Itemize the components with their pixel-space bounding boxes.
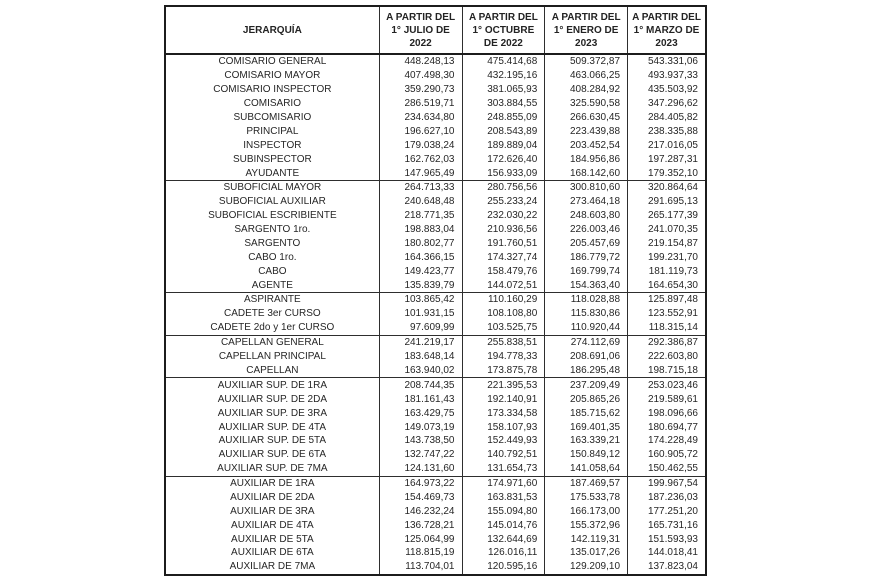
- value-cell: 205.865,26: [545, 392, 628, 406]
- value-cell: 241.070,35: [628, 223, 706, 237]
- value-cell: 303.884,55: [462, 97, 545, 111]
- rank-cell: AYUDANTE: [245, 167, 300, 179]
- header-row: [165, 6, 706, 54]
- value-cell: 475.414,68: [462, 54, 545, 69]
- value-cell: 186.295,48: [545, 364, 628, 378]
- value-cell: 164.654,30: [628, 278, 706, 292]
- rank-cell: SARGENTO 1ro.: [234, 224, 311, 236]
- value-cell: 158.107,93: [462, 420, 545, 434]
- value-cell: 125.897,48: [628, 293, 706, 307]
- value-cell: 266.630,45: [545, 111, 628, 125]
- table-row: [165, 321, 706, 335]
- table-row: [165, 462, 706, 476]
- value-cell: 151.593,93: [628, 532, 706, 546]
- rank-cell: ASPIRANTE: [165, 293, 379, 307]
- table-row: [165, 378, 706, 392]
- value-cell: 248.855,09: [462, 111, 545, 125]
- value-cell: 177.251,20: [628, 504, 706, 518]
- value-cell: 179.352,10: [628, 166, 706, 180]
- rank-cell: CAPELLAN: [246, 364, 299, 376]
- table-row: [165, 54, 706, 69]
- table-row: [165, 518, 706, 532]
- value-cell: 142.119,31: [545, 532, 628, 546]
- rank-cell: PRINCIPAL: [246, 125, 299, 137]
- value-cell: 163.831,53: [462, 491, 545, 505]
- value-cell: 199.231,70: [628, 250, 706, 264]
- table-row: [165, 264, 706, 278]
- table-body: [165, 54, 706, 575]
- value-cell: 320.864,64: [628, 180, 706, 194]
- value-cell: 118.315,14: [628, 321, 706, 335]
- value-cell: 160.905,72: [628, 448, 706, 462]
- table-row: [165, 307, 706, 321]
- value-cell: 118.028,88: [545, 293, 628, 307]
- table-row: [165, 350, 706, 364]
- table-row: [165, 532, 706, 546]
- value-cell: 132.747,22: [379, 448, 462, 462]
- value-cell: 163.339,21: [545, 434, 628, 448]
- rank-cell: AGENTE: [251, 279, 293, 291]
- value-cell: 180.694,77: [628, 420, 706, 434]
- rank-cell: SUBINSPECTOR: [233, 153, 312, 165]
- rank-cell: AUXILIAR DE 3RA: [230, 505, 315, 517]
- table-row: [165, 392, 706, 406]
- value-cell: 155.094,80: [462, 504, 545, 518]
- value-cell: 463.066,25: [545, 69, 628, 83]
- value-cell: 205.457,69: [545, 237, 628, 251]
- value-cell: 194.778,33: [462, 350, 545, 364]
- value-cell: 300.810,60: [545, 180, 628, 194]
- value-cell: 180.802,77: [379, 237, 462, 251]
- rank-cell: CAPELLAN GENERAL: [165, 335, 379, 349]
- value-cell: 265.177,39: [628, 209, 706, 223]
- value-cell: 173.334,58: [462, 406, 545, 420]
- table-row: [165, 406, 706, 420]
- value-cell: 154.469,73: [379, 491, 462, 505]
- rank-cell: AUXILIAR SUP. DE 7MA: [217, 463, 328, 475]
- value-cell: 408.284,92: [545, 83, 628, 97]
- value-cell: 181.119,73: [628, 264, 706, 278]
- value-cell: 164.973,22: [379, 476, 462, 490]
- value-cell: 169.799,74: [545, 264, 628, 278]
- table-row: [165, 83, 706, 97]
- value-cell: 163.429,75: [379, 406, 462, 420]
- value-cell: 222.603,80: [628, 350, 706, 364]
- rank-cell: AUXILIAR DE 1RA: [165, 476, 379, 490]
- table-row: [165, 69, 706, 83]
- value-cell: 198.715,18: [628, 364, 706, 378]
- value-cell: 234.634,80: [379, 111, 462, 125]
- table-row: [165, 420, 706, 434]
- value-cell: 237.209,49: [545, 378, 628, 392]
- column-header-enero-2023: A PARTIR DEL 1° ENERO DE 2023: [545, 6, 628, 54]
- value-cell: 248.603,80: [545, 209, 628, 223]
- value-cell: 145.014,76: [462, 518, 545, 532]
- value-cell: 108.108,80: [462, 307, 545, 321]
- value-cell: 219.154,87: [628, 237, 706, 251]
- value-cell: 169.401,35: [545, 420, 628, 434]
- table-row: [165, 448, 706, 462]
- rank-cell: SUBOFICIAL MAYOR: [165, 180, 379, 194]
- rank-cell: CADETE 3er CURSO: [224, 308, 321, 320]
- value-cell: 241.219,17: [379, 335, 462, 349]
- value-cell: 135.017,26: [545, 546, 628, 560]
- table-row: [165, 138, 706, 152]
- rank-cell: CABO 1ro.: [248, 251, 297, 263]
- value-cell: 168.142,60: [545, 166, 628, 180]
- value-cell: 110.160,29: [462, 293, 545, 307]
- rank-cell: SUBOFICIAL ESCRIBIENTE: [208, 210, 337, 222]
- rank-cell: AUXILIAR DE 2DA: [230, 491, 315, 503]
- value-cell: 156.933,09: [462, 166, 545, 180]
- table-row: [165, 546, 706, 560]
- rank-cell: CABO: [258, 265, 287, 277]
- value-cell: 199.967,54: [628, 476, 706, 490]
- value-cell: 407.498,30: [379, 69, 462, 83]
- value-cell: 543.331,06: [628, 54, 706, 69]
- value-cell: 183.648,14: [379, 350, 462, 364]
- value-cell: 255.838,51: [462, 335, 545, 349]
- value-cell: 381.065,93: [462, 83, 545, 97]
- value-cell: 118.815,19: [379, 546, 462, 560]
- value-cell: 187.469,57: [545, 476, 628, 490]
- value-cell: 223.439,88: [545, 124, 628, 138]
- value-cell: 219.589,61: [628, 392, 706, 406]
- column-header-octubre-2022: A PARTIR DEL 1° OCTUBRE DE 2022: [462, 6, 545, 54]
- value-cell: 144.018,41: [628, 546, 706, 560]
- value-cell: 286.519,71: [379, 97, 462, 111]
- value-cell: 147.965,49: [379, 166, 462, 180]
- value-cell: 208.543,89: [462, 124, 545, 138]
- value-cell: 191.760,51: [462, 237, 545, 251]
- value-cell: 97.609,99: [379, 321, 462, 335]
- value-cell: 144.072,51: [462, 278, 545, 292]
- value-cell: 218.771,35: [379, 209, 462, 223]
- value-cell: 198.883,04: [379, 223, 462, 237]
- value-cell: 175.533,78: [545, 491, 628, 505]
- value-cell: 164.366,15: [379, 250, 462, 264]
- value-cell: 140.792,51: [462, 448, 545, 462]
- value-cell: 291.695,13: [628, 195, 706, 209]
- value-cell: 123.552,91: [628, 307, 706, 321]
- table-row: [165, 278, 706, 292]
- value-cell: 174.228,49: [628, 434, 706, 448]
- table-row: [165, 111, 706, 125]
- table-row: [165, 250, 706, 264]
- value-cell: 509.372,87: [545, 54, 628, 69]
- value-cell: 203.452,54: [545, 138, 628, 152]
- value-cell: 103.525,75: [462, 321, 545, 335]
- value-cell: 132.644,69: [462, 532, 545, 546]
- rank-cell: SUBOFICIAL AUXILIAR: [218, 196, 326, 208]
- value-cell: 150.462,55: [628, 462, 706, 476]
- value-cell: 493.937,33: [628, 69, 706, 83]
- value-cell: 280.756,56: [462, 180, 545, 194]
- table-row: [165, 476, 706, 490]
- rank-cell: AUXILIAR DE 6TA: [231, 547, 314, 559]
- value-cell: 196.627,10: [379, 124, 462, 138]
- value-cell: 172.626,40: [462, 152, 545, 166]
- salary-table-container: [164, 5, 707, 576]
- rank-cell: AUXILIAR SUP. DE 1RA: [165, 378, 379, 392]
- value-cell: 187.236,03: [628, 491, 706, 505]
- rank-cell: SARGENTO: [244, 237, 301, 249]
- value-cell: 359.290,73: [379, 83, 462, 97]
- column-header-marzo-2023: A PARTIR DEL 1° MARZO DE 2023: [628, 6, 706, 54]
- rank-cell: COMISARIO: [243, 98, 301, 110]
- value-cell: 210.936,56: [462, 223, 545, 237]
- value-cell: 448.248,13: [379, 54, 462, 69]
- rank-cell: INSPECTOR: [243, 139, 302, 151]
- value-cell: 143.738,50: [379, 434, 462, 448]
- column-header-julio-2022: A PARTIR DEL 1° JULIO DE 2022: [379, 6, 462, 54]
- value-cell: 163.940,02: [379, 364, 462, 378]
- value-cell: 135.839,79: [379, 278, 462, 292]
- value-cell: 174.327,74: [462, 250, 545, 264]
- value-cell: 179.038,24: [379, 138, 462, 152]
- rank-cell: AUXILIAR DE 7MA: [229, 561, 316, 573]
- table-row: [165, 180, 706, 194]
- value-cell: 131.654,73: [462, 462, 545, 476]
- value-cell: 129.209,10: [545, 560, 628, 575]
- value-cell: 126.016,11: [462, 546, 545, 560]
- column-header-jerarquia: JERARQUÍA: [165, 6, 379, 54]
- value-cell: 173.875,78: [462, 364, 545, 378]
- value-cell: 124.131,60: [379, 462, 462, 476]
- rank-cell: COMISARIO MAYOR: [224, 70, 321, 82]
- value-cell: 146.232,24: [379, 504, 462, 518]
- value-cell: 149.423,77: [379, 264, 462, 278]
- value-cell: 125.064,99: [379, 532, 462, 546]
- rank-cell: AUXILIAR SUP. DE 3RA: [217, 407, 328, 419]
- value-cell: 186.779,72: [545, 250, 628, 264]
- table-row: [165, 491, 706, 505]
- table-row: [165, 152, 706, 166]
- table-row: [165, 209, 706, 223]
- rank-cell: AUXILIAR SUP. DE 6TA: [218, 449, 327, 461]
- rank-cell: AUXILIAR SUP. DE 4TA: [218, 421, 327, 433]
- rank-cell: AUXILIAR DE 5TA: [231, 533, 314, 545]
- value-cell: 198.096,66: [628, 406, 706, 420]
- table-row: [165, 434, 706, 448]
- table-row: [165, 195, 706, 209]
- table-row: [165, 97, 706, 111]
- rank-cell: AUXILIAR DE 4TA: [231, 519, 314, 531]
- value-cell: 149.073,19: [379, 420, 462, 434]
- value-cell: 240.648,48: [379, 195, 462, 209]
- value-cell: 253.023,46: [628, 378, 706, 392]
- value-cell: 184.956,86: [545, 152, 628, 166]
- table-row: [165, 364, 706, 378]
- value-cell: 155.372,96: [545, 518, 628, 532]
- rank-cell: CAPELLAN PRINCIPAL: [218, 351, 326, 363]
- value-cell: 432.195,16: [462, 69, 545, 83]
- table-header: [165, 6, 706, 54]
- value-cell: 103.865,42: [379, 293, 462, 307]
- value-cell: 181.161,43: [379, 392, 462, 406]
- value-cell: 435.503,92: [628, 83, 706, 97]
- value-cell: 284.405,82: [628, 111, 706, 125]
- value-cell: 110.920,44: [545, 321, 628, 335]
- value-cell: 150.849,12: [545, 448, 628, 462]
- value-cell: 189.889,04: [462, 138, 545, 152]
- rank-cell: COMISARIO INSPECTOR: [213, 84, 332, 96]
- rank-cell: AUXILIAR SUP. DE 5TA: [218, 435, 327, 447]
- value-cell: 274.112,69: [545, 335, 628, 349]
- value-cell: 197.287,31: [628, 152, 706, 166]
- value-cell: 120.595,16: [462, 560, 545, 575]
- table-row: [165, 124, 706, 138]
- table-row: [165, 237, 706, 251]
- value-cell: 137.823,04: [628, 560, 706, 575]
- value-cell: 166.173,00: [545, 504, 628, 518]
- table-row: [165, 223, 706, 237]
- value-cell: 192.140,91: [462, 392, 545, 406]
- value-cell: 152.449,93: [462, 434, 545, 448]
- value-cell: 115.830,86: [545, 307, 628, 321]
- table-row: [165, 335, 706, 349]
- table-row: [165, 166, 706, 180]
- value-cell: 238.335,88: [628, 124, 706, 138]
- value-cell: 113.704,01: [379, 560, 462, 575]
- table-row: [165, 560, 706, 575]
- value-cell: 185.715,62: [545, 406, 628, 420]
- value-cell: 208.691,06: [545, 350, 628, 364]
- value-cell: 347.296,62: [628, 97, 706, 111]
- value-cell: 221.395,53: [462, 378, 545, 392]
- value-cell: 208.744,35: [379, 378, 462, 392]
- table-row: [165, 293, 706, 307]
- value-cell: 158.479,76: [462, 264, 545, 278]
- value-cell: 174.971,60: [462, 476, 545, 490]
- value-cell: 325.590,58: [545, 97, 628, 111]
- rank-cell: COMISARIO GENERAL: [218, 56, 327, 68]
- rank-cell: SUBCOMISARIO: [233, 112, 312, 123]
- value-cell: 101.931,15: [379, 307, 462, 321]
- table-row: [165, 504, 706, 518]
- value-cell: 264.713,33: [379, 180, 462, 194]
- value-cell: 165.731,16: [628, 518, 706, 532]
- value-cell: 136.728,21: [379, 518, 462, 532]
- rank-cell: CADETE 2do y 1er CURSO: [210, 322, 335, 334]
- value-cell: 141.058,64: [545, 462, 628, 476]
- value-cell: 154.363,40: [545, 278, 628, 292]
- value-cell: 226.003,46: [545, 223, 628, 237]
- value-cell: 217.016,05: [628, 138, 706, 152]
- value-cell: 232.030,22: [462, 209, 545, 223]
- salary-table: [164, 5, 707, 576]
- value-cell: 162.762,03: [379, 152, 462, 166]
- value-cell: 292.386,87: [628, 335, 706, 349]
- rank-cell: AUXILIAR SUP. DE 2DA: [217, 393, 328, 405]
- value-cell: 273.464,18: [545, 195, 628, 209]
- value-cell: 255.233,24: [462, 195, 545, 209]
